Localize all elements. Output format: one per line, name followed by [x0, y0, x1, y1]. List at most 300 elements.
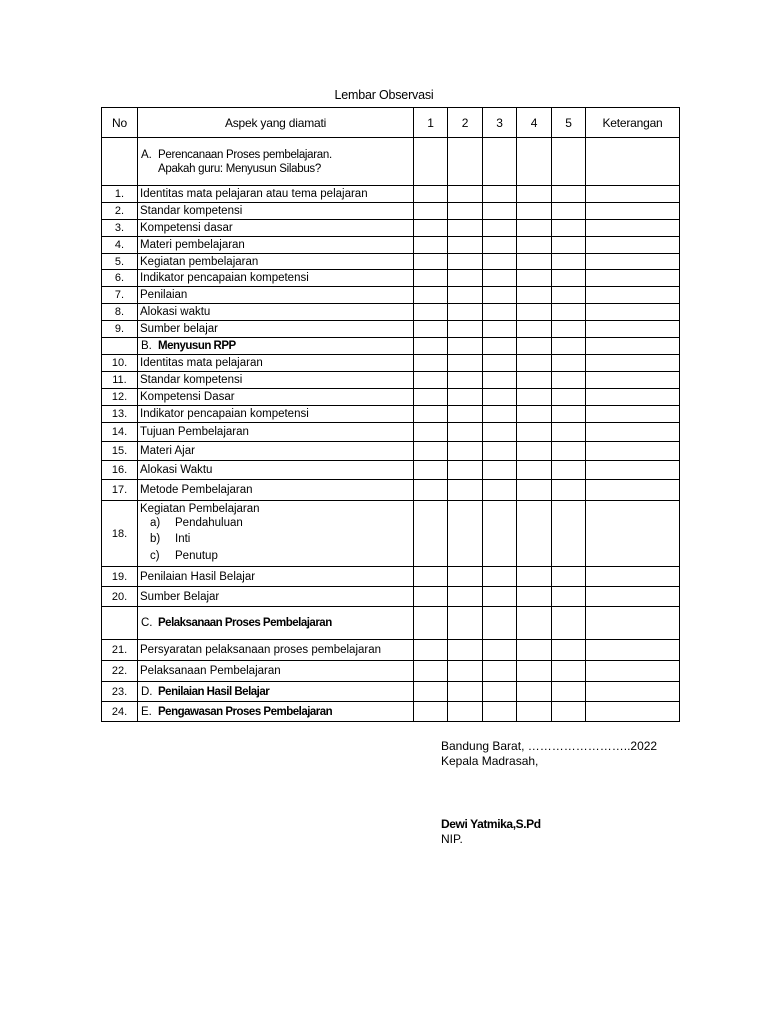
section-title: Penilaian Hasil Belajar: [158, 685, 270, 698]
aspect-text: Pelaksanaan Pembelajaran: [140, 665, 281, 677]
score-5-cell: [552, 287, 586, 304]
score-1-cell: [414, 480, 448, 501]
score-3-cell: [483, 480, 517, 501]
section-row: [102, 338, 680, 355]
aspect-text: Kegiatan pembelajaran: [140, 255, 259, 268]
row-number: 8.: [102, 304, 138, 321]
sub-item-text: Penutup: [175, 549, 218, 562]
score-4-cell: [517, 389, 552, 406]
score-3-cell: [483, 287, 517, 304]
score-2-cell: [448, 220, 483, 237]
score-4-cell: [517, 203, 552, 220]
aspect-cell: [138, 270, 414, 287]
row-number: 12.: [102, 389, 138, 406]
table-row: [102, 186, 680, 203]
aspect-text: Kompetensi dasar: [140, 222, 233, 234]
row-number: [102, 607, 138, 640]
aspect-cell: [138, 661, 414, 682]
table-row: [102, 355, 680, 372]
row-number: 7.: [102, 287, 138, 304]
aspect-text: Kompetensi Dasar: [140, 391, 235, 403]
score-2-cell: [448, 661, 483, 682]
score-2-cell: [448, 389, 483, 406]
score-2-cell: [448, 442, 483, 461]
aspect-cell: [138, 254, 414, 270]
table-row: [102, 442, 680, 461]
row-number: 19.: [102, 567, 138, 587]
score-3-cell: [483, 372, 517, 389]
row-number: 17.: [102, 480, 138, 501]
note-cell: [586, 254, 680, 270]
signature-nip: NIP.: [441, 832, 463, 846]
sub-item-marker: a): [150, 516, 161, 529]
score-1-cell: [414, 702, 448, 722]
score-4-cell: [517, 587, 552, 607]
score-2-cell: [448, 237, 483, 254]
score-3-cell: [483, 702, 517, 722]
table-body: [102, 138, 680, 722]
signature-name: Dewi Yatmika,S.Pd: [441, 817, 541, 831]
table-row: [102, 304, 680, 321]
score-5-cell: [552, 702, 586, 722]
table-row: [102, 321, 680, 338]
aspect-text: Materi pembelajaran: [140, 239, 245, 251]
score-3-cell: [483, 607, 517, 640]
score-5-cell: [552, 461, 586, 480]
score-5-cell: [552, 237, 586, 254]
score-4-cell: [517, 186, 552, 203]
score-3-cell: [483, 237, 517, 254]
score-2-cell: [448, 287, 483, 304]
score-1-cell: [414, 321, 448, 338]
section-heading: [138, 607, 414, 640]
row-number: 5.: [102, 254, 138, 270]
row-number: 2.: [102, 203, 138, 220]
score-3-cell: [483, 270, 517, 287]
row-number: 11.: [102, 372, 138, 389]
score-2-cell: [448, 640, 483, 661]
row-number: 9.: [102, 321, 138, 338]
sub-item-marker: b): [150, 533, 161, 546]
aspect-cell: [138, 203, 414, 220]
row-number: 10.: [102, 355, 138, 372]
score-1-cell: [414, 389, 448, 406]
score-5-cell: [552, 480, 586, 501]
score-3-cell: [483, 423, 517, 442]
score-1-cell: [414, 355, 448, 372]
score-2-cell: [448, 702, 483, 722]
score-1-cell: [414, 254, 448, 270]
signature-block: [441, 739, 657, 847]
table-row: [102, 372, 680, 389]
table-row: [102, 640, 680, 661]
note-cell: [586, 567, 680, 587]
score-3-cell: [483, 406, 517, 423]
note-cell: [586, 442, 680, 461]
note-cell: [586, 587, 680, 607]
score-1-cell: [414, 287, 448, 304]
note-cell: [586, 220, 680, 237]
row-number: 22.: [102, 661, 138, 682]
section-heading: [138, 682, 414, 702]
score-3-cell: [483, 442, 517, 461]
note-cell: [586, 702, 680, 722]
score-1-cell: [414, 442, 448, 461]
aspect-text: Persyaratan pelaksanaan proses pembelajaran: [140, 644, 382, 656]
section-row: [102, 138, 680, 186]
note-cell: [586, 480, 680, 501]
score-4-cell: [517, 640, 552, 661]
score-2-cell: [448, 480, 483, 501]
score-1-cell: [414, 501, 448, 567]
row-number: 4.: [102, 237, 138, 254]
aspect-cell: [138, 501, 414, 567]
section-title: Pelaksanaan Proses Pembelajaran: [158, 617, 332, 629]
score-1-cell: [414, 607, 448, 640]
row-number: 6.: [102, 270, 138, 287]
score-2-cell: [448, 355, 483, 372]
observation-table: [101, 107, 680, 722]
score-1-cell: [414, 372, 448, 389]
score-1-cell: [414, 338, 448, 355]
header-aspect: Aspek yang diamati: [138, 108, 414, 138]
score-5-cell: [552, 389, 586, 406]
score-5-cell: [552, 338, 586, 355]
row-number: [102, 138, 138, 186]
table-row: [102, 480, 680, 501]
score-3-cell: [483, 567, 517, 587]
score-3-cell: [483, 321, 517, 338]
score-4-cell: [517, 501, 552, 567]
score-2-cell: [448, 304, 483, 321]
sub-item: [150, 515, 411, 532]
score-5-cell: [552, 567, 586, 587]
score-4-cell: [517, 607, 552, 640]
page-title: Lembar Observasi: [334, 88, 434, 102]
note-cell: [586, 287, 680, 304]
score-2-cell: [448, 682, 483, 702]
aspect-cell: [138, 587, 414, 607]
score-5-cell: [552, 220, 586, 237]
score-5-cell: [552, 442, 586, 461]
score-5-cell: [552, 501, 586, 567]
score-4-cell: [517, 480, 552, 501]
score-2-cell: [448, 461, 483, 480]
note-cell: [586, 501, 680, 567]
row-number: 23.: [102, 682, 138, 702]
row-number: 20.: [102, 587, 138, 607]
table-row: [102, 587, 680, 607]
score-4-cell: [517, 461, 552, 480]
aspect-text: Penilaian: [140, 289, 188, 301]
row-number: [102, 338, 138, 355]
aspect-text: Standar kompetensi: [140, 205, 243, 217]
section-heading: [138, 338, 414, 355]
note-cell: [586, 138, 680, 186]
score-3-cell: [483, 254, 517, 270]
aspect-cell: [138, 321, 414, 338]
aspect-cell: [138, 480, 414, 501]
header-score-2: 2: [448, 108, 483, 138]
score-5-cell: [552, 138, 586, 186]
score-2-cell: [448, 567, 483, 587]
score-4-cell: [517, 682, 552, 702]
score-2-cell: [448, 587, 483, 607]
aspect-cell: [138, 442, 414, 461]
score-5-cell: [552, 254, 586, 270]
aspect-cell: [138, 186, 414, 203]
table-row: [102, 237, 680, 254]
table-row: [102, 567, 680, 587]
score-5-cell: [552, 186, 586, 203]
score-1-cell: [414, 406, 448, 423]
score-3-cell: [483, 138, 517, 186]
row-number: 3.: [102, 220, 138, 237]
score-1-cell: [414, 640, 448, 661]
table-row: [102, 220, 680, 237]
note-cell: [586, 682, 680, 702]
score-1-cell: [414, 304, 448, 321]
row-number: 18.: [102, 501, 138, 567]
note-cell: [586, 321, 680, 338]
score-1-cell: [414, 220, 448, 237]
aspect-text: Identitas mata pelajaran: [140, 357, 263, 369]
note-cell: [586, 640, 680, 661]
score-5-cell: [552, 304, 586, 321]
score-3-cell: [483, 461, 517, 480]
score-4-cell: [517, 287, 552, 304]
score-3-cell: [483, 186, 517, 203]
section-row: [102, 682, 680, 702]
table-row: [102, 270, 680, 287]
score-3-cell: [483, 355, 517, 372]
aspect-cell: [138, 304, 414, 321]
section-subtitle: Apakah guru: Menyusun Silabus?: [158, 162, 321, 175]
score-3-cell: [483, 661, 517, 682]
table-row: [102, 501, 680, 567]
score-4-cell: [517, 138, 552, 186]
score-5-cell: [552, 423, 586, 442]
note-cell: [586, 461, 680, 480]
aspect-cell: [138, 406, 414, 423]
section-heading: [138, 138, 414, 186]
note-cell: [586, 270, 680, 287]
aspect-cell: [138, 372, 414, 389]
aspect-cell: [138, 287, 414, 304]
sub-item-marker: c): [150, 549, 160, 562]
score-4-cell: [517, 567, 552, 587]
section-heading: [138, 702, 414, 722]
note-cell: [586, 372, 680, 389]
row-number: 15.: [102, 442, 138, 461]
row-number: 21.: [102, 640, 138, 661]
signature-place-date: Bandung Barat, ……………………..2022: [441, 739, 658, 753]
score-2-cell: [448, 186, 483, 203]
row-number: 14.: [102, 423, 138, 442]
score-5-cell: [552, 372, 586, 389]
header-score-4: 4: [517, 108, 552, 138]
score-5-cell: [552, 203, 586, 220]
score-5-cell: [552, 607, 586, 640]
score-1-cell: [414, 237, 448, 254]
aspect-text: Kegiatan Pembelajaran: [140, 502, 260, 515]
sub-item: [150, 548, 411, 565]
header-no: No: [102, 108, 138, 138]
score-5-cell: [552, 682, 586, 702]
header-score-5: 5: [552, 108, 586, 138]
header-score-3: 3: [483, 108, 517, 138]
header-note: Keterangan: [586, 108, 680, 138]
score-1-cell: [414, 186, 448, 203]
signature-position: Kepala Madrasah,: [441, 754, 539, 768]
section-letter: C.: [141, 617, 153, 629]
score-3-cell: [483, 304, 517, 321]
aspect-text: Sumber Belajar: [140, 590, 220, 603]
aspect-cell: [138, 461, 414, 480]
row-number: 16.: [102, 461, 138, 480]
score-2-cell: [448, 338, 483, 355]
note-cell: [586, 607, 680, 640]
table-row: [102, 389, 680, 406]
header-score-1: 1: [414, 108, 448, 138]
score-3-cell: [483, 501, 517, 567]
score-1-cell: [414, 423, 448, 442]
score-1-cell: [414, 567, 448, 587]
score-4-cell: [517, 270, 552, 287]
score-2-cell: [448, 423, 483, 442]
section-letter: D.: [141, 685, 153, 698]
aspect-text: Standar kompetensi: [140, 374, 243, 386]
note-cell: [586, 203, 680, 220]
table-row: [102, 203, 680, 220]
table-row: [102, 287, 680, 304]
aspect-cell: [138, 355, 414, 372]
score-4-cell: [517, 661, 552, 682]
aspect-text: Indikator pencapaian kompetensi: [140, 408, 309, 420]
aspect-cell: [138, 640, 414, 661]
note-cell: [586, 661, 680, 682]
aspect-text: Materi Ajar: [140, 445, 195, 457]
score-2-cell: [448, 203, 483, 220]
score-4-cell: [517, 442, 552, 461]
score-1-cell: [414, 661, 448, 682]
table-row: [102, 406, 680, 423]
note-cell: [586, 389, 680, 406]
score-2-cell: [448, 321, 483, 338]
score-5-cell: [552, 661, 586, 682]
section-title: Menyusun RPP: [158, 340, 236, 352]
score-2-cell: [448, 138, 483, 186]
score-4-cell: [517, 237, 552, 254]
score-2-cell: [448, 406, 483, 423]
score-4-cell: [517, 321, 552, 338]
note-cell: [586, 237, 680, 254]
score-1-cell: [414, 203, 448, 220]
table-row: [102, 661, 680, 682]
score-5-cell: [552, 321, 586, 338]
score-4-cell: [517, 423, 552, 442]
section-title: Perencanaan Proses pembelajaran.: [158, 148, 332, 161]
sub-item: [150, 531, 411, 548]
aspect-text: Sumber belajar: [140, 323, 218, 335]
aspect-cell: [138, 567, 414, 587]
score-4-cell: [517, 338, 552, 355]
note-cell: [586, 304, 680, 321]
sub-item-text: Inti: [175, 533, 191, 546]
aspect-text: Identitas mata pelajaran atau tema pelajaran: [140, 188, 368, 200]
score-1-cell: [414, 587, 448, 607]
score-2-cell: [448, 254, 483, 270]
section-row: [102, 607, 680, 640]
section-letter: A.: [141, 148, 152, 161]
score-4-cell: [517, 220, 552, 237]
score-3-cell: [483, 338, 517, 355]
score-3-cell: [483, 220, 517, 237]
aspect-text: Alokasi waktu: [140, 306, 211, 318]
table-row: [102, 423, 680, 442]
score-1-cell: [414, 461, 448, 480]
aspect-text: Tujuan Pembelajaran: [140, 426, 249, 438]
note-cell: [586, 406, 680, 423]
aspect-text: Indikator pencapaian kompetensi: [140, 272, 309, 284]
table-row: [102, 254, 680, 270]
score-2-cell: [448, 501, 483, 567]
aspect-text: Alokasi Waktu: [140, 464, 213, 476]
score-4-cell: [517, 372, 552, 389]
score-4-cell: [517, 406, 552, 423]
score-4-cell: [517, 355, 552, 372]
score-5-cell: [552, 640, 586, 661]
score-2-cell: [448, 607, 483, 640]
sub-item-text: Pendahuluan: [175, 516, 243, 529]
table-row: [102, 461, 680, 480]
score-3-cell: [483, 640, 517, 661]
score-3-cell: [483, 389, 517, 406]
aspect-text: Penilaian Hasil Belajar: [140, 570, 256, 583]
section-letter: E.: [141, 705, 152, 718]
section-title: Pengawasan Proses Pembelajaran: [158, 705, 333, 718]
score-2-cell: [448, 372, 483, 389]
aspect-cell: [138, 237, 414, 254]
score-5-cell: [552, 406, 586, 423]
aspect-cell: [138, 220, 414, 237]
score-4-cell: [517, 304, 552, 321]
score-4-cell: [517, 702, 552, 722]
note-cell: [586, 338, 680, 355]
aspect-text: Metode Pembelajaran: [140, 484, 253, 496]
score-5-cell: [552, 355, 586, 372]
section-letter: B.: [141, 340, 152, 352]
section-row: [102, 702, 680, 722]
table-header-row: [102, 108, 680, 138]
note-cell: [586, 186, 680, 203]
aspect-cell: [138, 423, 414, 442]
score-5-cell: [552, 587, 586, 607]
score-3-cell: [483, 587, 517, 607]
note-cell: [586, 423, 680, 442]
score-1-cell: [414, 270, 448, 287]
score-3-cell: [483, 203, 517, 220]
note-cell: [586, 355, 680, 372]
score-1-cell: [414, 682, 448, 702]
score-3-cell: [483, 682, 517, 702]
score-2-cell: [448, 270, 483, 287]
row-number: 13.: [102, 406, 138, 423]
score-1-cell: [414, 138, 448, 186]
score-5-cell: [552, 270, 586, 287]
aspect-cell: [138, 389, 414, 406]
row-number: 1.: [102, 186, 138, 203]
